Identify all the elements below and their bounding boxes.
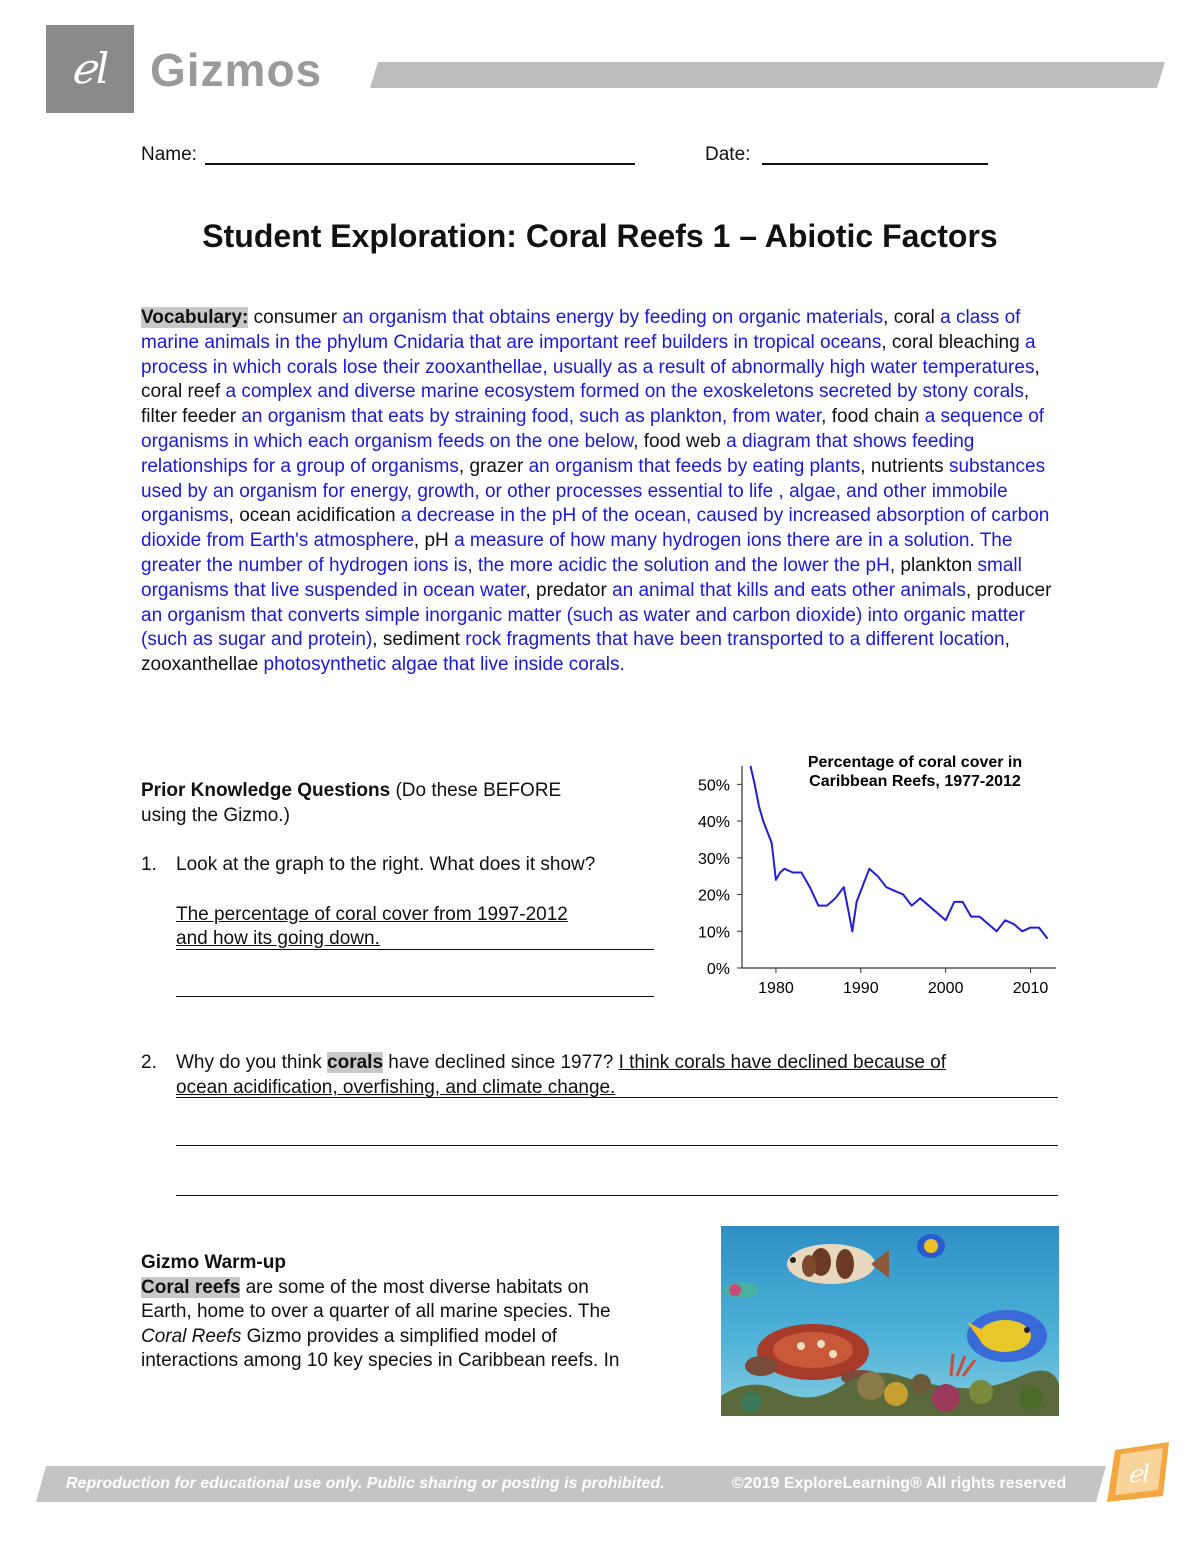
vocab-term: zooxanthellae <box>141 654 259 676</box>
vocab-term: food chain <box>831 406 920 428</box>
warmup-line-1: are some of the most diverse habitats on <box>245 1276 589 1298</box>
vocab-definition: a measure of how many hydrogen ions there are in a solution. The greater the number of hydrogen ions is, the more acidic the solution and the lower the pH <box>141 530 1013 576</box>
q1-answer-rule-2[interactable] <box>176 996 654 997</box>
chart-marks <box>751 766 1048 939</box>
q2-highlight: corals <box>327 1052 384 1073</box>
date-label: Date: <box>705 144 751 165</box>
q1-number: 1. <box>141 854 157 875</box>
vocab-term: nutrients <box>870 455 944 477</box>
vocab-term: predator <box>536 579 607 601</box>
vocab-definition: substances used by an organism for energy, growth, or other processes essential to life , algae, and other immobile organisms <box>141 455 1046 527</box>
chart-title-line-1: Percentage of coral cover in <box>807 754 1023 771</box>
coral-cover-series-line <box>751 766 1048 939</box>
warmup-gizmo-name: Coral Reefs <box>141 1325 242 1347</box>
q1-text: Look at the graph to the right. What does it show? <box>176 854 596 875</box>
explorelearning-logo-icon <box>1103 1440 1175 1504</box>
q2-answer-rule-2[interactable] <box>176 1145 1058 1146</box>
prior-note-2: using the Gizmo.) <box>141 804 290 826</box>
footer-notice: Reproduction for educational use only. Public sharing or posting is prohibited. <box>66 1475 665 1492</box>
chart-svg <box>680 748 1070 1008</box>
q2-post: have declined since 1977? <box>388 1052 614 1073</box>
coral-cover-chart <box>680 748 1070 1008</box>
vocab-definition: small organisms that live suspended in ocean water <box>141 554 1022 601</box>
y-tick-label: 20% <box>697 887 730 905</box>
el-logo-icon <box>46 25 134 113</box>
q2-pre: Why do you think <box>176 1052 322 1073</box>
x-tick-label: 1990 <box>843 980 879 997</box>
y-tick-label: 0% <box>706 961 730 978</box>
q2-answer-line-1[interactable]: I think corals have declined because of <box>618 1052 947 1073</box>
vocab-definition: a sequence of organisms in which each organism feeds on the one below <box>141 406 1045 452</box>
vocab-term: coral reef <box>141 381 221 403</box>
angelfish-icon <box>917 1234 945 1258</box>
chart-title-line-2: Caribbean Reefs, 1977-2012 <box>809 773 1021 790</box>
vocab-term: sediment <box>382 629 460 651</box>
y-tick-label: 30% <box>697 850 730 868</box>
brand-name: Gizmos <box>150 44 323 96</box>
vocab-term: producer <box>976 579 1052 601</box>
reef-illustration <box>721 1226 1059 1416</box>
prior-note: (Do these BEFORE <box>395 780 562 801</box>
vocab-definition: an animal that kills and eats other animals <box>612 579 966 601</box>
vocab-definition: a class of marine animals in the phylum Cnidaria that are important reef builders in tropical oceans <box>141 307 1021 353</box>
logo-glyph: ℯl <box>70 44 110 93</box>
vocabulary-section <box>141 306 1061 678</box>
vocab-term: ocean acidification <box>239 505 396 527</box>
footer-copyright: ©2019 ExploreLearning® All rights reserved <box>732 1475 1067 1492</box>
vocab-definition: rock fragments that have been transported to a different location <box>465 629 1005 651</box>
header-bar <box>370 62 1165 88</box>
x-tick-label: 1980 <box>758 980 794 997</box>
date-field[interactable] <box>762 163 988 165</box>
q1-answer-line-2[interactable]: and how its going down. <box>176 928 380 949</box>
warmup-line-4: interactions among 10 key species in Caribbean reefs. In <box>141 1350 620 1371</box>
page-title: Student Exploration: Coral Reefs 1 – Abiotic Factors <box>202 218 998 254</box>
warmup-heading: Gizmo Warm-up <box>141 1252 286 1273</box>
x-tick-label: 2000 <box>927 980 964 997</box>
vocab-definition: an organism that eats by straining food, such as plankton, from water <box>241 406 822 428</box>
queen-angelfish-icon <box>967 1310 1047 1362</box>
vocab-definition: an organism that converts simple inorganic matter (such as water and carbon dioxide) into organic matter (such as sugar and protein) <box>141 604 1025 651</box>
y-tick-label: 40% <box>697 814 730 832</box>
q2-answer-rule-3[interactable] <box>176 1195 1058 1196</box>
q1-answer-line-1[interactable]: The percentage of coral cover from 1997-2012 <box>176 904 568 925</box>
vocab-term: coral bleaching <box>891 331 1020 353</box>
name-field[interactable] <box>205 163 635 165</box>
x-tick-label: 2010 <box>1012 980 1049 997</box>
prior-heading-text: Prior Knowledge Questions <box>141 780 391 801</box>
q1-answer-rule-1 <box>176 949 654 950</box>
vocab-definition: a complex and diverse marine ecosystem formed on the exoskeletons secreted by stony corals <box>225 381 1024 403</box>
vocab-definition: a decrease in the pH of the ocean, caused by increased absorption of carbon dioxide from Earth's atmosphere <box>141 505 1050 552</box>
vocab-term: food web <box>643 430 721 452</box>
vocab-definition: a process in which corals lose their zooxanthellae, usually as a result of abnormally high water temperatures <box>141 331 1036 378</box>
warmup-section <box>141 1251 701 1374</box>
parrotfish-icon <box>723 1282 759 1298</box>
footer-logo-glyph: ℯl <box>1128 1460 1150 1488</box>
vocab-term: plankton <box>900 554 973 576</box>
vocab-definition: an organism that obtains energy by feeding on organic materials <box>342 307 884 328</box>
vocab-definition: an organism that feeds by eating plants <box>528 455 861 477</box>
q2-text <box>176 1051 946 1076</box>
coral-reef-image <box>721 1226 1059 1416</box>
warmup-line-3: Gizmo provides a simplified model of <box>246 1325 558 1347</box>
vocab-term: filter feeder <box>141 406 237 428</box>
vocabulary-entries: consumer an organism that obtains energy by feeding on organic materials, coral a class of marine animals in the phylum Cnidaria that are important reef builders in tropical oceans, coral bleaching a process in which corals lose their zooxanthellae, usually as a result of abnormally high water temperatures, coral reef a complex and diverse marine ecosystem formed on the exoskeletons secreted by stony corals, filter feeder an organism that eats by straining food, such as plankton, from water, food chain a sequence of organisms in which each organism feeds on the one below, food web a diagram that shows feeding relationships for a group of organisms, grazer an organism that feeds by eating plants, nutrients substances used by an organism for energy, growth, or other processes essential to life , algae, and other immobile organisms, ocean acidification a decrease in the pH of the ocean, caused by increased absorption of carbon dioxide from Earth's atmosphere, pH a measure of how many hydrogen ions there are in a solution. The greater the number of hydrogen ions is, the more acidic the solution and the lower the pH, plankton small organisms that live suspended in ocean water, predator an animal that kills and eats other animals, producer an organism that converts simple inorganic matter (such as water and carbon dioxide) into organic matter (such as sugar and protein), sediment rock fragments that have been transported to a different location, zooxanthellae photosynthetic algae that live inside corals. <box>141 307 1052 676</box>
name-label: Name: <box>141 144 197 165</box>
vocab-term: grazer <box>469 455 524 477</box>
chart-axes <box>698 766 1056 997</box>
warmup-highlight: Coral reefs <box>141 1276 241 1298</box>
q2-answer-rule-1 <box>176 1097 1058 1098</box>
vocabulary-label: Vocabulary: <box>141 307 249 328</box>
vocab-definition: photosynthetic algae that live inside corals. <box>263 654 625 676</box>
q2-number: 2. <box>141 1052 157 1073</box>
y-tick-label: 10% <box>697 924 730 942</box>
q2-answer-line-2[interactable]: ocean acidification, overfishing, and climate change. <box>176 1077 616 1098</box>
vocab-term: coral <box>893 307 935 328</box>
gizmos-logo <box>46 25 134 113</box>
y-tick-label: 50% <box>697 777 730 795</box>
vocab-term: consumer <box>253 307 338 328</box>
prior-knowledge-heading <box>141 779 661 828</box>
warmup-line-2: Earth, home to over a quarter of all marine species. The <box>141 1301 611 1322</box>
vocab-definition: a diagram that shows feeding relationships for a group of organisms <box>141 430 975 477</box>
vocab-term: pH <box>424 530 449 552</box>
